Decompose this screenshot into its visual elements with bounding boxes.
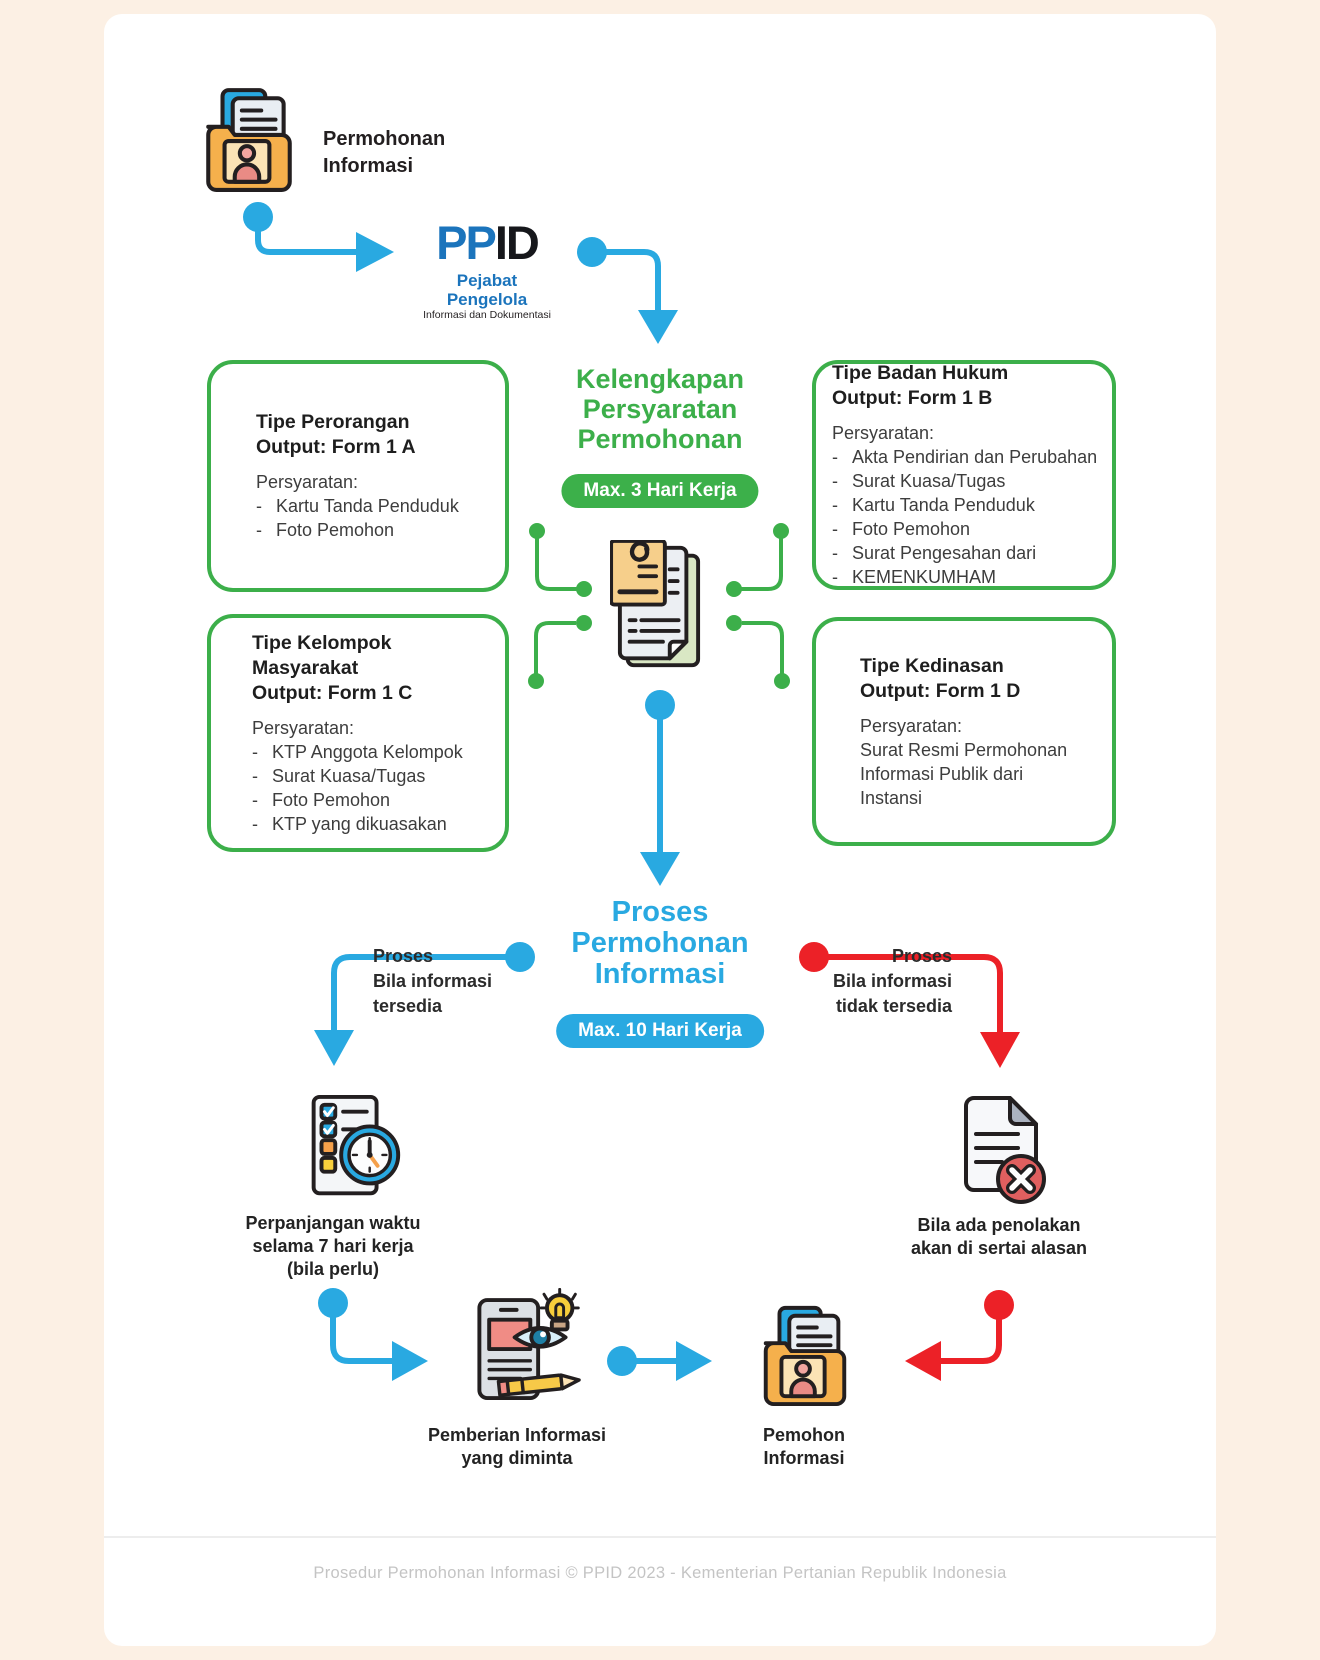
ppid-logo-id: ID bbox=[494, 216, 538, 269]
box2-req-label: Persyaratan: bbox=[832, 423, 935, 443]
connector-box-kedinasan bbox=[726, 615, 790, 689]
ppid-logo-subtitle: Pejabat Pengelola bbox=[446, 271, 528, 309]
connector-extension-to-delivery bbox=[318, 1288, 428, 1381]
connector-start-to-ppid bbox=[243, 202, 394, 272]
connector-box-kelompok bbox=[528, 615, 592, 689]
start-label bbox=[323, 126, 493, 180]
process-heading bbox=[510, 897, 810, 990]
branch-available-label: Proses Bila informasi tersedia bbox=[373, 946, 493, 1016]
box4-body-line3: Instansi bbox=[860, 787, 923, 808]
ppid-logo-subtitle2: Informasi dan Dokumentasi bbox=[423, 309, 551, 321]
list-item: - KTP yang dikuasakan bbox=[252, 813, 447, 834]
box-tipe-badan-hukum bbox=[812, 360, 1116, 590]
delivery-caption: Pemberian Informasi yang diminta bbox=[427, 1425, 607, 1468]
footer-credit: Prosedur Permohonan Informasi © PPID 2023 - Kementerian Pertanian Republik Indonesia bbox=[313, 1564, 1007, 1582]
applicant-caption: Pemohon Informasi bbox=[762, 1425, 845, 1468]
ppid-logo bbox=[416, 218, 558, 322]
process-heading-line3: Informasi bbox=[594, 958, 726, 990]
process-heading-line1: Proses bbox=[611, 896, 709, 928]
connector-ppid-to-requirements bbox=[577, 237, 678, 344]
ppid-logo-word bbox=[416, 218, 558, 268]
requirements-heading-line2: Persyaratan bbox=[582, 394, 738, 424]
rejection-document-icon bbox=[952, 1092, 1052, 1210]
list-item: - Kartu Tanda Penduduk bbox=[832, 495, 1035, 515]
process-heading-line2: Permohonan bbox=[571, 927, 749, 959]
list-item: - Surat Kuasa/Tugas bbox=[832, 471, 1006, 491]
box4-body-line1: Surat Resmi Permohonan bbox=[860, 739, 1068, 760]
box4-req-label: Persyaratan: bbox=[860, 715, 963, 736]
box-tipe-kelompok-masyarakat bbox=[207, 614, 509, 852]
connector-box-perorangan bbox=[529, 523, 592, 597]
box3-title-line1: Tipe Kelompok bbox=[252, 631, 392, 654]
connector-box-badan-hukum bbox=[726, 523, 789, 597]
extension-checklist-clock-icon bbox=[292, 1093, 410, 1211]
requirements-duration-badge: Max. 3 Hari Kerja bbox=[561, 474, 758, 508]
box3-output: Output: Form 1 C bbox=[252, 681, 413, 704]
branch-unavailable-label: Proses Bila informasi tidak tersedia bbox=[832, 946, 952, 1016]
requirements-heading-line1: Kelengkapan bbox=[575, 364, 745, 394]
box1-output: Output: Form 1 A bbox=[256, 436, 416, 458]
requirements-document-icon bbox=[610, 540, 708, 672]
applicant-folder-icon bbox=[755, 1302, 855, 1408]
list-item: - Foto Pemohon bbox=[832, 519, 971, 539]
process-duration-badge: Max. 10 Hari Kerja bbox=[556, 1014, 764, 1048]
box4-title: Tipe Kedinasan bbox=[860, 654, 1004, 677]
box2-title: Tipe Badan Hukum bbox=[832, 362, 1009, 384]
ppid-logo-pp: PP bbox=[436, 216, 495, 269]
list-item: - Kartu Tanda Penduduk bbox=[256, 496, 459, 516]
connector-rejection-to-applicant bbox=[905, 1290, 1014, 1381]
footer-divider bbox=[104, 1536, 1216, 1538]
rejection-caption: Bila ada penolakan akan di sertai alasan bbox=[910, 1215, 1088, 1258]
box4-output: Output: Form 1 D bbox=[860, 679, 1021, 702]
list-item: - Foto Pemohon bbox=[256, 520, 395, 540]
box-tipe-kedinasan bbox=[812, 617, 1116, 846]
box3-title-line2: Masyarakat bbox=[252, 656, 359, 679]
box-tipe-perorangan bbox=[207, 360, 509, 592]
list-item: - Surat Pengesahan dari bbox=[832, 543, 1037, 563]
box1-req-label: Persyaratan: bbox=[256, 472, 359, 492]
requirements-heading-line3: Permohonan bbox=[577, 424, 743, 454]
box2-output: Output: Form 1 B bbox=[832, 387, 993, 409]
connector-requirements-to-process bbox=[640, 690, 680, 886]
list-item: - Surat Kuasa/Tugas bbox=[252, 765, 426, 786]
list-item: - KTP Anggota Kelompok bbox=[252, 741, 463, 762]
box4-body-line2: Informasi Publik dari bbox=[860, 763, 1024, 784]
requirements-heading bbox=[510, 364, 810, 454]
request-folder-icon bbox=[198, 84, 300, 194]
box1-title: Tipe Perorangan bbox=[256, 411, 410, 433]
list-item: - KEMENKUMHAM bbox=[832, 567, 997, 587]
list-item: - Foto Pemohon bbox=[252, 789, 391, 810]
connector-delivery-to-applicant bbox=[607, 1341, 712, 1381]
delivery-information-icon bbox=[450, 1288, 592, 1416]
list-item: - Akta Pendirian dan Perubahan bbox=[832, 447, 1098, 467]
box3-req-label: Persyaratan: bbox=[252, 717, 355, 738]
start-label-line2: Informasi bbox=[323, 155, 414, 177]
start-label-line1: Permohonan bbox=[323, 128, 446, 150]
extension-caption: Perpanjangan waktu selama 7 hari kerja (bila perlu) bbox=[245, 1213, 421, 1279]
